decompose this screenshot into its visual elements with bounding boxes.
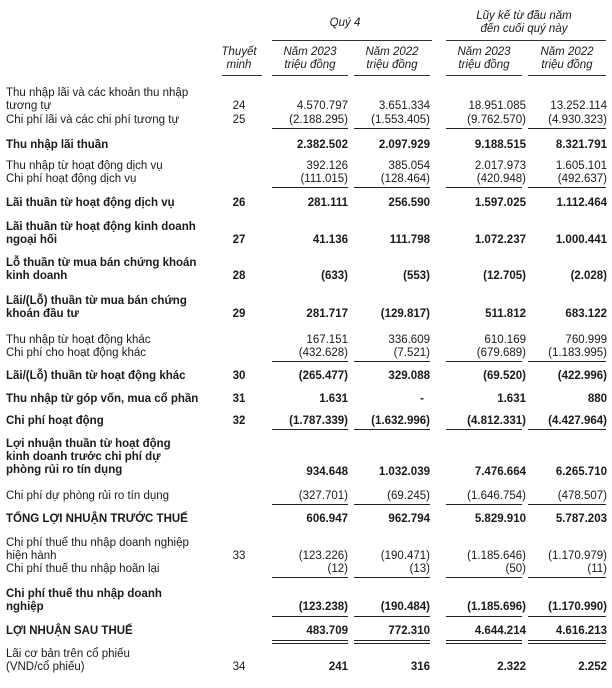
cell-q4-2022: (7.521) [393,347,430,359]
row-label: Chi phí thuế thu nhập doanh nghiệp hiện hành [6,537,189,562]
cell-ytd-2023: (9.762.570) [467,114,526,126]
cell-ytd-2023: 4.644.214 [474,625,526,637]
row-label: Lãi/(Lỗ) thuần từ mua bán chứng khoán đầu tư [6,295,187,320]
cell-ytd-2023: (1.185.696) [467,601,526,613]
cell-q4-2023: 281.111 [307,197,348,209]
cell-q4-2022: 316 [410,661,430,673]
cell-q4-2023: 392.126 [306,160,348,172]
cell-ytd-2023: 9.188.515 [474,139,526,151]
row-label: Chi phí hoạt động [6,415,104,427]
row-label: Chi phí thuế thu nhập doanh nghiệp [6,588,162,613]
cell-ytd-2023: 2.322 [497,661,526,673]
cell-q4-2023: 2.382.502 [296,139,348,151]
header-col2-year: Năm 2022 [365,46,419,58]
cell-q4-2022: - [420,393,424,405]
header-col1-year: Năm 2023 [283,46,337,58]
cell-q4-2023: (327.701) [298,490,348,502]
subtotal-rule [354,616,430,617]
cell-ytd-2023: (679.689) [476,347,526,359]
cell-q4-2022: 1.032.039 [378,466,430,478]
cell-q4-2022: 256.590 [388,197,430,209]
cell-ytd-2023: (69.520) [483,370,526,382]
subtotal-rule [446,616,522,617]
cell-ytd-2023: (12.705) [483,270,526,282]
header-ytd-line1: Lũy kế từ đầu năm [476,10,572,22]
cell-q4-2023: (265.477) [298,370,348,382]
header-col3-unit: triệu đồng [458,59,510,71]
row-note: 33 [232,550,246,562]
cell-ytd-2022: (422.996) [557,370,607,382]
cell-ytd-2023: 1.072.237 [474,234,526,246]
header-rule-col4 [528,75,606,76]
row-label: Lợi nhuận thuần từ hoạt động kinh doanh trước chi phí dự phòng rủi ro tín dụng [6,438,171,476]
cell-q4-2022: 111.798 [389,234,430,246]
cell-q4-2023: (123.238) [298,601,348,613]
cell-q4-2023: 934.648 [306,466,348,478]
cell-ytd-2023: 7.476.664 [474,466,526,478]
header-rule-col2 [354,75,430,76]
cell-q4-2023: (1.787.339) [289,415,348,427]
total-rule-top [354,640,430,641]
cell-ytd-2022: (1.183.995) [548,347,607,359]
header-col3-year: Năm 2023 [457,46,511,58]
cell-ytd-2022: (2.028) [570,270,607,282]
row-note: 27 [232,234,246,246]
cell-ytd-2023: (1.185.646) [467,550,526,562]
row-note: 32 [232,415,246,427]
cell-ytd-2022: (478.507) [557,490,607,502]
cell-ytd-2022: 8.321.791 [555,139,607,151]
cell-q4-2023: 41.136 [312,234,348,246]
cell-q4-2022: (1.632.996) [371,415,430,427]
total-rule-top [272,640,348,641]
cell-ytd-2022: 4.616.213 [555,625,607,637]
cell-q4-2023: (633) [321,270,348,282]
subtotal-rule [272,504,348,505]
subtotal-rule [528,429,606,430]
cell-ytd-2023: 1.597.025 [474,197,526,209]
cell-q4-2023: 281.717 [306,308,348,320]
cell-q4-2023: (123.226) [298,550,348,562]
cell-ytd-2022: 1.000.441 [555,234,607,246]
row-label: Lỗ thuần từ mua bán chứng khoán kinh doanh [6,257,197,282]
header-col1-unit: triệu đồng [284,59,336,71]
cell-ytd-2022: 1.605.101 [555,160,607,172]
row-label: TỔNG LỢI NHUẬN TRƯỚC THUẾ [6,513,188,525]
row-label: Thu nhập lãi thuần [6,139,109,151]
cell-q4-2022: (129.817) [380,308,430,320]
total-rule-top [528,640,606,641]
header-rule-note [222,75,262,76]
subtotal-rule [354,429,430,430]
subtotal-rule [528,504,606,505]
cell-q4-2023: (432.628) [298,347,348,359]
cell-ytd-2022: 13.252.114 [550,100,607,112]
row-label: Chi phí thuế thu nhập hoãn lại [6,563,160,575]
subtotal-rule [446,429,522,430]
cell-ytd-2022: (4.427.964) [548,415,607,427]
subtotal-rule [272,616,348,617]
row-note: 24 [232,100,246,112]
row-note: 26 [232,197,246,209]
row-label: Thu nhập từ góp vốn, mua cổ phần [6,393,199,405]
cell-ytd-2023: (420.948) [476,173,526,185]
row-label: Thu nhập lãi và các khoản thu nhập tương tự [6,87,189,112]
subtotal-rule [528,128,606,129]
header-ytd-line2: đến cuối quý này [480,23,568,35]
row-label: Chi phí lãi và các chi phí tương tự [6,114,180,126]
subtotal-rule [354,504,430,505]
cell-q4-2023: 1.631 [319,393,348,405]
subtotal-rule [354,128,430,129]
subtotal-rule [446,187,522,188]
cell-ytd-2022: (11) [587,563,607,575]
cell-q4-2022: (190.484) [380,601,430,613]
subtotal-rule [272,429,348,430]
cell-ytd-2023: 18.951.085 [468,100,526,112]
cell-q4-2023: 606.947 [306,513,348,525]
cell-ytd-2022: (492.637) [557,173,607,185]
subtotal-rule [446,128,522,129]
cell-ytd-2022: 1.112.464 [556,197,607,209]
cell-q4-2022: 772.310 [388,625,430,637]
cell-q4-2022: (13) [409,563,430,575]
subtotal-rule [446,577,522,578]
cell-ytd-2023: (50) [505,563,526,575]
subtotal-rule [354,361,430,362]
row-label: Chi phí dự phòng rủi ro tín dụng [6,490,170,502]
cell-q4-2023: 241 [328,661,348,673]
row-label: Lãi thuần từ hoạt động dịch vụ [6,197,175,209]
subtotal-rule [354,577,430,578]
header-col4-year: Năm 2022 [540,46,594,58]
row-label: Thu nhập từ hoạt động dịch vụ [6,160,163,172]
cell-ytd-2022: 2.252 [578,661,607,673]
cell-q4-2023: (12) [327,563,348,575]
cell-ytd-2022: 6.265.710 [555,466,607,478]
subtotal-rule [272,128,348,129]
subtotal-rule [528,616,606,617]
cell-q4-2023: (2.188.295) [289,114,348,126]
header-note-line2: minh [226,59,252,71]
row-label: Lãi thuần từ hoạt động kinh doanh ngoại hối [6,221,196,246]
cell-q4-2022: 329.088 [388,370,430,382]
total-rule-bottom [354,643,430,644]
cell-q4-2023: 4.570.797 [296,100,348,112]
cell-q4-2022: 336.609 [388,334,430,346]
subtotal-rule [446,361,522,362]
total-rule-top [446,640,522,641]
header-col4-unit: triệu đồng [541,59,593,71]
cell-ytd-2022: (1.170.979) [548,550,607,562]
row-label: Lãi/(Lỗ) thuần từ hoạt động khác [6,370,186,382]
cell-q4-2022: (128.464) [380,173,430,185]
cell-q4-2022: 2.097.929 [378,139,430,151]
row-note: 34 [232,661,246,673]
header-quarter: Quý 4 [329,17,361,29]
total-rule-bottom [528,643,606,644]
cell-q4-2022: (553) [403,270,430,282]
cell-ytd-2023: 1.631 [497,393,526,405]
cell-ytd-2022: (4.930.323) [548,114,607,126]
row-note: 31 [232,393,246,405]
cell-q4-2023: 167.151 [306,334,348,346]
header-rule-col1 [272,75,348,76]
cell-ytd-2023: 5.829.910 [474,513,526,525]
subtotal-rule [528,361,606,362]
header-ytd-rule [446,40,606,41]
header-col2-unit: triệu đồng [366,59,418,71]
total-rule-bottom [272,643,348,644]
subtotal-rule [272,361,348,362]
cell-ytd-2023: (1.646.754) [467,490,526,502]
cell-ytd-2023: (4.812.331) [467,415,526,427]
total-rule-bottom [446,643,522,644]
header-rule-col3 [446,75,522,76]
subtotal-rule [528,577,606,578]
cell-q4-2023: (111.015) [300,173,348,185]
header-quarter-rule [272,40,432,41]
row-label: Lãi cơ bản trên cổ phiếu (VND/cổ phiếu) [6,648,130,673]
subtotal-rule [272,187,348,188]
cell-ytd-2022: (1.170.990) [548,601,607,613]
subtotal-rule [446,504,522,505]
subtotal-rule [528,187,606,188]
cell-ytd-2022: 760.999 [565,334,607,346]
cell-ytd-2023: 511.812 [485,308,526,320]
row-label: LỢI NHUẬN SAU THUẾ [6,625,133,637]
row-label: Chi phí hoạt động dịch vụ [6,173,137,185]
subtotal-rule [354,187,430,188]
row-note: 28 [232,270,246,282]
subtotal-rule [272,577,348,578]
cell-q4-2022: (190.471) [380,550,430,562]
cell-ytd-2022: 5.787.203 [555,513,607,525]
row-label: Thu nhập từ hoạt động khác [6,334,151,346]
cell-q4-2023: 483.709 [306,625,348,637]
row-label: Chi phí cho hoạt động khác [6,347,147,359]
cell-ytd-2022: 683.122 [565,308,607,320]
cell-ytd-2022: 880 [587,393,607,405]
row-note: 29 [232,308,246,320]
cell-q4-2022: (69.245) [387,490,430,502]
cell-q4-2022: 3.651.334 [378,100,430,112]
row-note: 25 [232,114,246,126]
cell-ytd-2023: 610.169 [484,334,526,346]
cell-q4-2022: 385.054 [388,160,430,172]
cell-q4-2022: (1.553.405) [371,114,430,126]
header-note-line1: Thuyết [221,46,257,58]
cell-ytd-2023: 2.017.973 [474,160,526,172]
row-note: 30 [232,370,246,382]
cell-q4-2022: 962.794 [388,513,430,525]
